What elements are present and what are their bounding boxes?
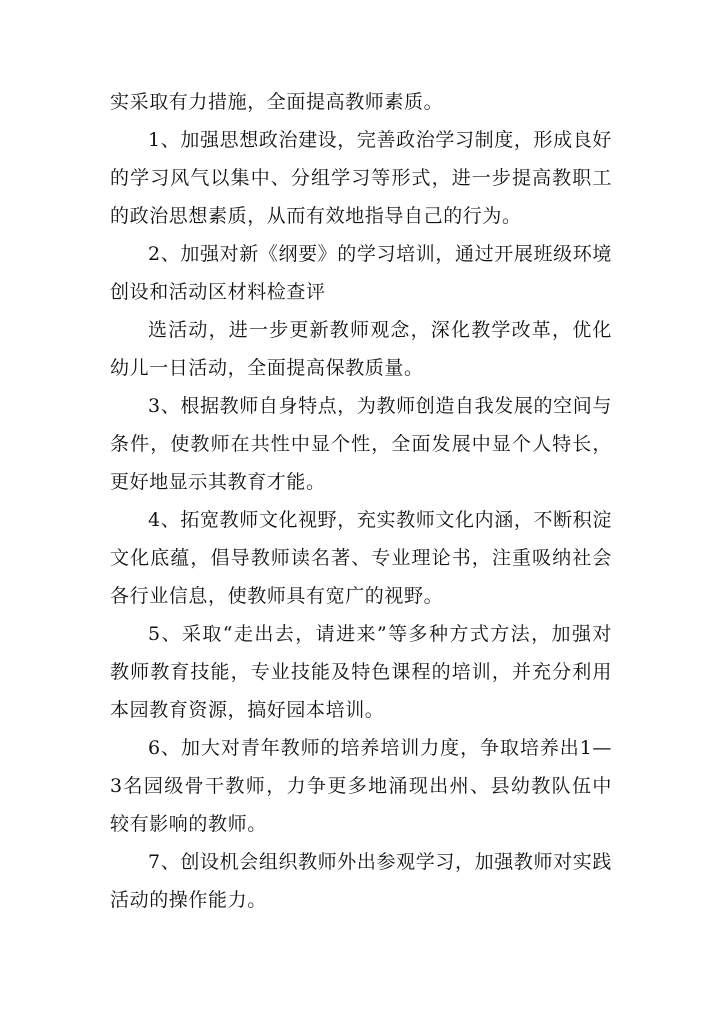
paragraph-5: 4、拓宽教师文化视野，充实教师文化内涵，不断积淀文化底蕴，倡导教师读名著、专业理论书，注重吸纳社会各行业信息，使教师具有宽广的视野。 xyxy=(110,509,612,607)
paragraph-3: 选活动，进一步更新教师观念，深化教学改革，优化幼儿一日活动，全面提高保教质量。 xyxy=(110,319,612,379)
paragraph-6: 5、采取“走出去，请进来”等多种方式方法，加强对教师教育技能，专业技能及特色课程的培训，并充分利用本园教育资源，搞好园本培训。 xyxy=(110,623,612,721)
paragraph-1: 1、加强思想政治建设，完善政治学习制度，形成良好的学习风气以集中、分组学习等形式，进一步提高教职工的政治思想素质，从而有效地指导自己的行为。 xyxy=(110,129,612,227)
paragraph-0: 实采取有力措施，全面提高教师素质。 xyxy=(110,91,444,113)
paragraph-8: 7、创设机会组织教师外出参观学习，加强教师对实践活动的操作能力。 xyxy=(110,851,612,911)
paragraph-2: 2、加强对新《纲要》的学习培训，通过开展班级环境创设和活动区材料检查评 xyxy=(110,243,612,303)
document-body xyxy=(110,83,612,919)
paragraph-7: 6、加大对青年教师的培养培训力度，争取培养出1—3名园级骨干教师，力争更多地涌现出州、县幼教队伍中较有影响的教师。 xyxy=(110,737,612,835)
paragraph-4: 3、根据教师自身特点，为教师创造自我发展的空间与条件，使教师在共性中显个性，全面发展中显个人特长，更好地显示其教育才能。 xyxy=(110,395,612,493)
